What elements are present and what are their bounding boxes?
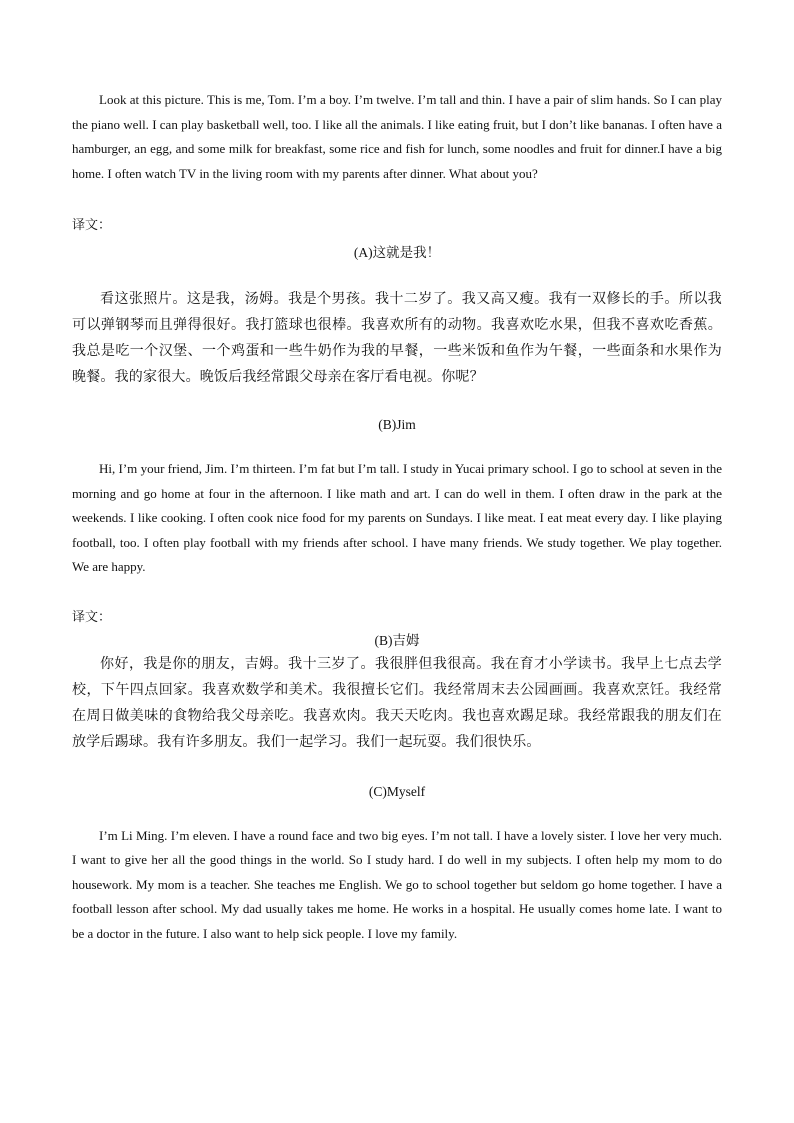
passage-a-heading: (A)这就是我！ bbox=[353, 245, 441, 260]
passage-a-translation: 看这张照片。这是我，汤姆。我是个男孩。我十二岁了。我又高又瘦。我有一双修长的手。所以我可以弹钢琴而且弹得很好。我打篮球也很棒。我喜欢所有的动物。我喜欢吃水果，但我不喜欢吃香蕉。我总是吃一个汉堡、一个鸡蛋和一些牛奶作为我的早餐，一些米饭和鱼作为午餐，一些面条和水果作为晚餐。我的家很大。晚饭后我经常跟父母亲在客厅看电视。你呢？ bbox=[72, 291, 722, 385]
translation-label-b: 译文： bbox=[72, 609, 112, 625]
passage-b-heading: (B)Jim bbox=[378, 417, 416, 432]
translation-label-a: 译文： bbox=[72, 218, 112, 233]
passage-b-translation-heading: (B)吉姆 bbox=[374, 632, 420, 648]
passage-c-text: I’m Li Ming. I’m eleven. I have a round face and two big eyes. I’m not tall. I have a lovely sister. I love her very much. I want to give her all the good things in the world. So I study hard. I do well in my subjects. I often help my mom to do housework. My mom is a teacher. She teaches me English. We go to school together but seldom go home together. I have a football lesson after school. My dad usually takes me home. He works in a hospital. He usually comes home late. I want to be a doctor in the future. I also want to help sick people. I love my family. bbox=[72, 827, 722, 941]
document-page bbox=[72, 88, 722, 946]
passage-b-text: Hi, I’m your friend, Jim. I’m thirteen. I’m fat but I’m tall. I study in Yucai primary school. I go to school at seven in the morning and go home at four in the afternoon. I like math and art. I can do well in them. I often draw in the park at the weekends. I like cooking. I often cook nice food for my parents on Sundays. I like meat. I eat meat every day. I like playing football, too. I often play football with my friends after school. I have many friends. We study together. We play together. We are happy. bbox=[72, 461, 722, 574]
passage-b-translation: 你好，我是你的朋友，吉姆。我十三岁了。我很胖但我很高。我在育才小学读书。我早上七点去学校，下午四点回家。我喜欢数学和美术。我很擅长它们。我经常周末去公园画画。我喜欢烹饪。我经常在周日做美味的食物给我父母亲吃。我喜欢肉。我天天吃肉。我也喜欢踢足球。我经常跟我的朋友们在放学后踢球。我有许多朋友。我们一起学习。我们一起玩耍。我们很快乐。 bbox=[72, 655, 722, 750]
passage-a-text: Look at this picture. This is me, Tom. I’m a boy. I’m twelve. I’m tall and thin. I have a pair of slim hands. So I can play the piano well. I can play basketball well, too. I like all the animals. I like eating fruit, but I don’t like bananas. I often have a hamburger, an egg, and some milk for breakfast, some rice and fish for lunch, some noodles and fruit for dinner.I have a big home. I often watch TV in the living room with my parents after dinner. What about you? bbox=[72, 92, 722, 181]
passage-c-heading: (C)Myself bbox=[368, 783, 426, 799]
